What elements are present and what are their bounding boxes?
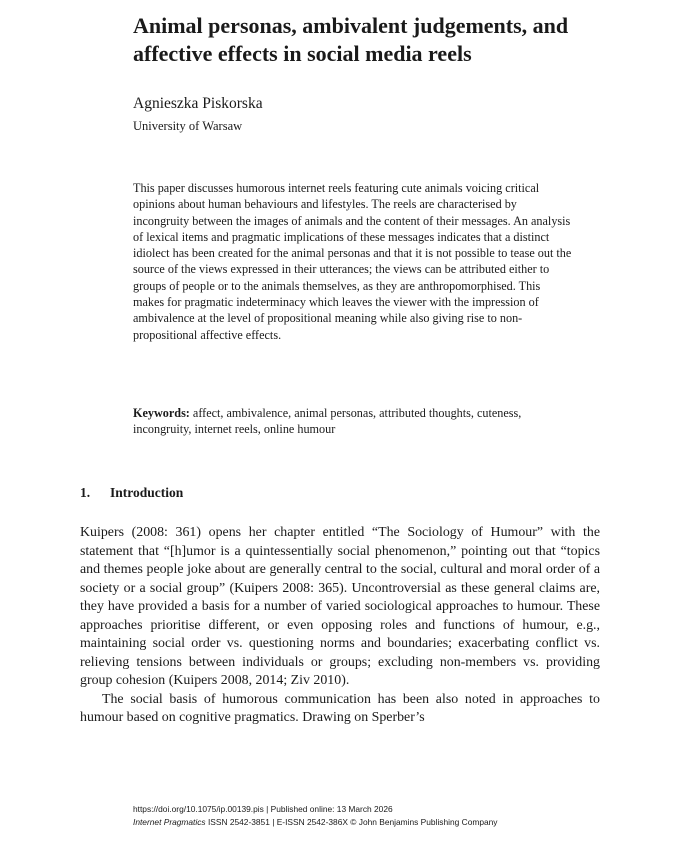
keywords <box>133 405 573 438</box>
body-paragraph: The social basis of humorous communication has been also noted in approaches to humour based on cognitive pragmatics. Drawing on Sperber’s <box>80 691 600 725</box>
footer-journal-name: Internet Pragmatics <box>133 816 206 827</box>
body-text <box>80 524 600 728</box>
section-title: Introduction <box>110 485 184 500</box>
footer-journal-line <box>133 816 593 829</box>
page-footer <box>133 803 593 828</box>
section-heading <box>80 484 183 502</box>
keywords-text: affect, ambivalence, animal personas, attributed thoughts, cuteness, incongruity, internet reels, online humour <box>133 406 522 437</box>
footer-issn: ISSN 2542-3851 | E-ISSN 2542-386X © John Benjamins Publishing Company <box>205 816 498 827</box>
author-affiliation: University of Warsaw <box>133 119 243 133</box>
abstract: This paper discusses humorous internet reels featuring cute animals voicing critical opinions about human behaviours and lifestyles. The reels are characterised by incongruity between the images of animals and the content of their messages. An analysis of lexical items and pragmatic implications of these messages indicates that a distinct idiolect has been created for the animal personas and that it is not possible to tease out the source of the views expressed in their utterances; the views can be attributed either to groups of people or to the animals themselves, as they are anthropomorphised. This makes for pragmatic indeterminacy which leaves the viewer with the impression of ambivalence at the level of propositional meaning while also giving rise to non-propositional affective effects. <box>133 181 572 342</box>
paper-title: Animal personas, ambivalent judgements, and affective effects in social media reels <box>133 13 569 66</box>
section-number: 1. <box>80 485 91 500</box>
keywords-label: Keywords: <box>133 406 190 420</box>
author-name: Agnieszka Piskorska <box>133 95 263 112</box>
body-paragraph: Kuipers (2008: 361) opens her chapter entitled “The Sociology of Humour” with the statement that “[h]umor is a quintessentially social phenomenon,” pointing out that “topics and themes people joke about are generally central to the social, cultural and moral order of a society or a social group” (Kuipers 2008: 365). Uncontroversial as these general claims are, they have provided a basis for a number of varied sociological approaches to humour. These approaches prioritise different, or even opposing roles and functions of humour, e.g., maintaining social order vs. questioning norms and boundaries; exacerbating conflict vs. relieving tensions between individuals or groups; excluding non-members vs. providing group cohesion (Kuipers 2008, 2014; Ziv 2010). <box>80 525 600 688</box>
footer-doi-line: https://doi.org/10.1075/ip.00139.pis | Published online: 13 March 2026 <box>133 804 393 814</box>
